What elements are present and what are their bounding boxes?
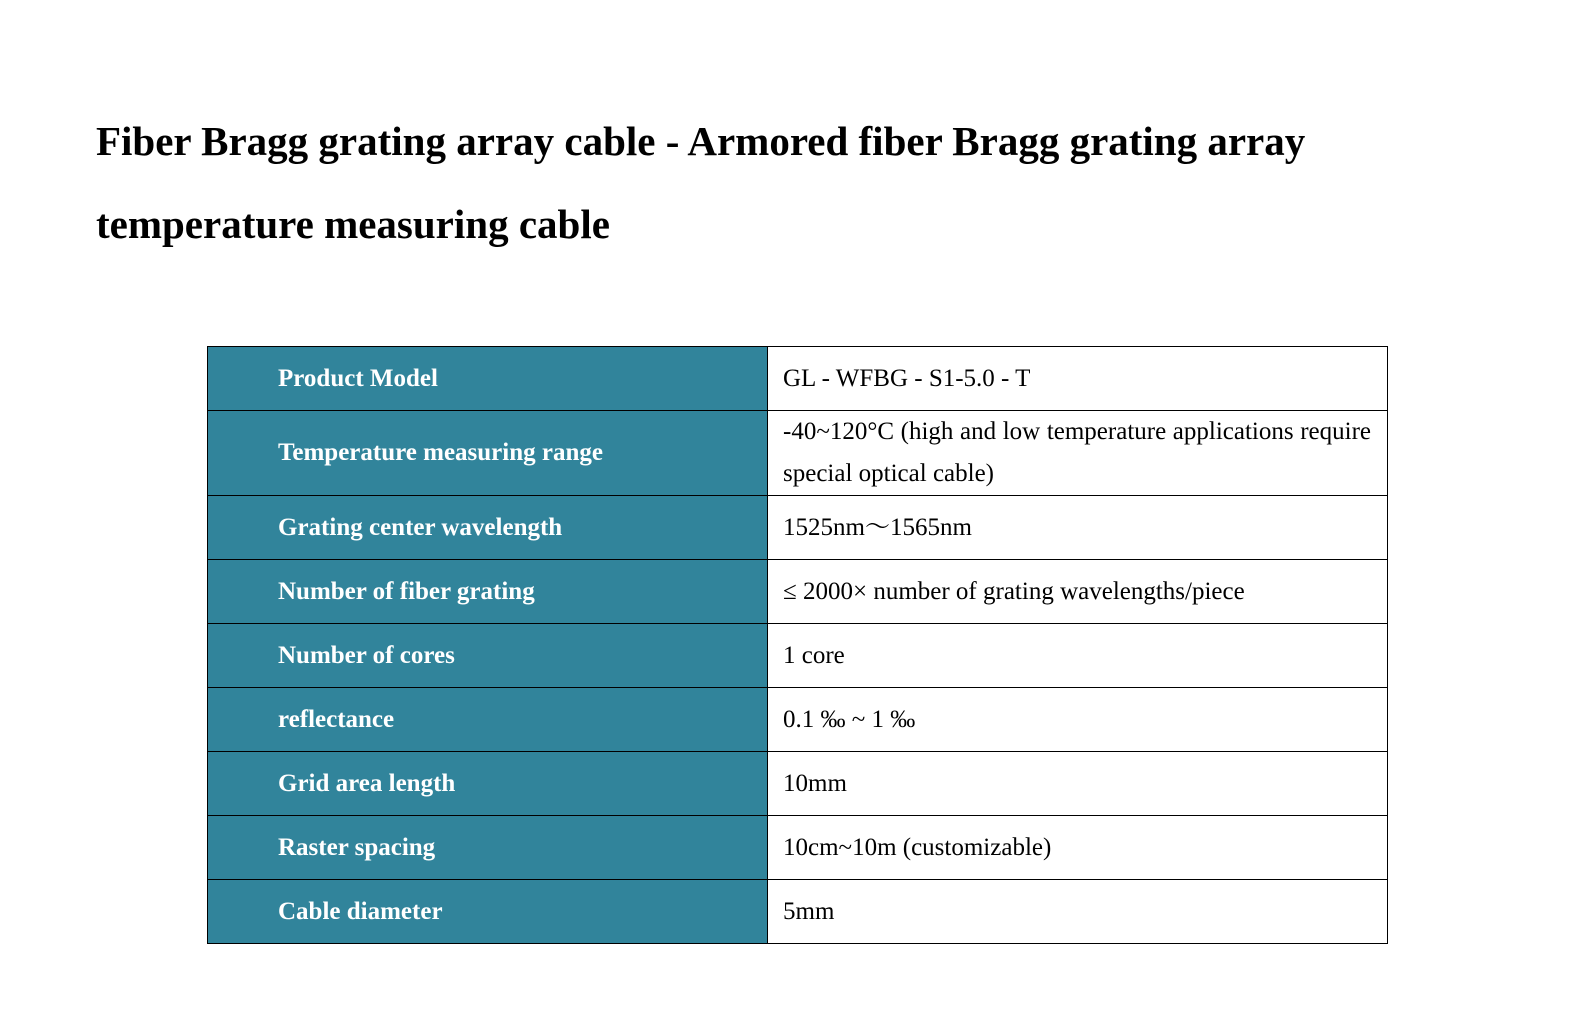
row-value-cable-diameter: 5mm — [768, 880, 1388, 944]
row-value-cores: 1 core — [768, 624, 1388, 688]
row-value-center-wavelength: 1525nm～1565nm — [768, 496, 1388, 560]
row-value-reflectance: 0.1 ‰ ~ 1 ‰ — [768, 688, 1388, 752]
row-value-fiber-grating-count: ≤ 2000× number of grating wavelengths/piece — [768, 560, 1388, 624]
row-value-grid-area-length: 10mm — [768, 752, 1388, 816]
row-label-product-model: Product Model — [208, 347, 768, 411]
row-value-product-model: GL - WFBG - S1-5.0 - T — [768, 347, 1388, 411]
table-row — [208, 880, 1388, 944]
table-row — [208, 560, 1388, 624]
row-label-center-wavelength: Grating center wavelength — [208, 496, 768, 560]
page-title: Fiber Bragg grating array cable - Armored fiber Bragg grating array temperature measuring cable — [96, 118, 1306, 247]
row-label-cores: Number of cores — [208, 624, 768, 688]
table-row — [208, 411, 1388, 496]
table-row — [208, 752, 1388, 816]
row-label-cable-diameter: Cable diameter — [208, 880, 768, 944]
table-row — [208, 816, 1388, 880]
row-value-raster-spacing: 10cm~10m (customizable) — [768, 816, 1388, 880]
table-row — [208, 496, 1388, 560]
table-row — [208, 688, 1388, 752]
row-label-fiber-grating-count: Number of fiber grating — [208, 560, 768, 624]
row-label-grid-area-length: Grid area length — [208, 752, 768, 816]
row-label-temperature-range: Temperature measuring range — [208, 411, 768, 496]
table-row — [208, 624, 1388, 688]
row-label-reflectance: reflectance — [208, 688, 768, 752]
row-label-raster-spacing: Raster spacing — [208, 816, 768, 880]
row-value-temperature-range: -40~120°C (high and low temperature applications require special optical cable) — [768, 411, 1388, 496]
spec-table — [207, 346, 1388, 944]
table-row — [208, 347, 1388, 411]
